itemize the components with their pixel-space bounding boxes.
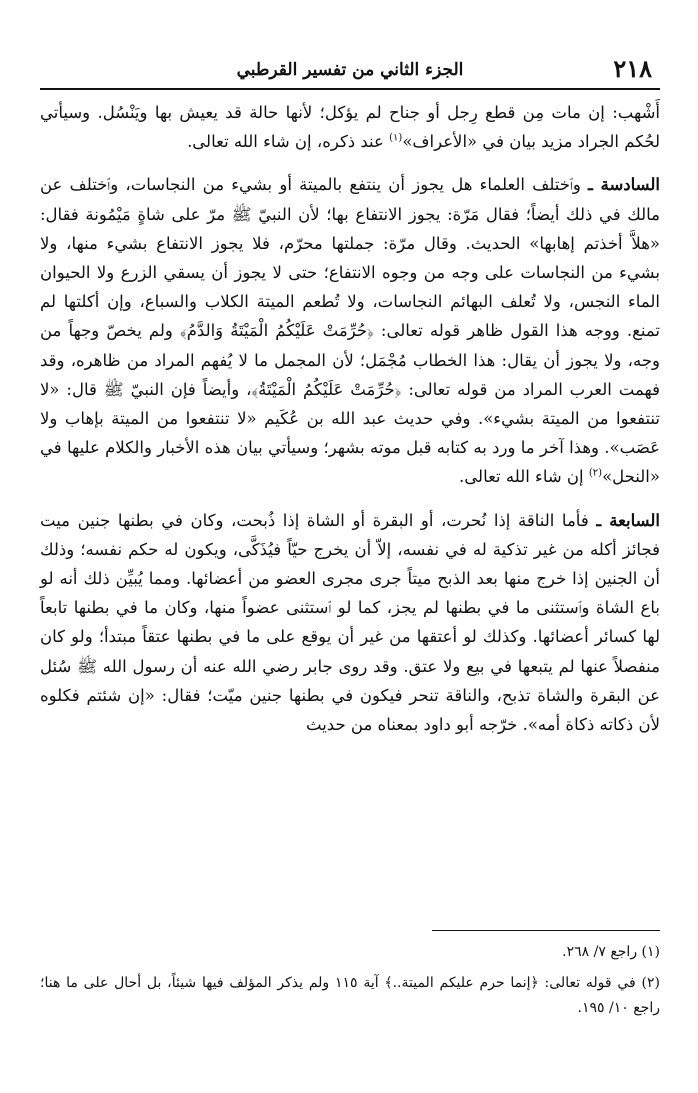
paragraph-1: [40, 98, 660, 156]
section-label-sixth: السادسة ـ: [588, 175, 660, 195]
paragraph-text: فأما الناقة إذا نُحرت، أو البقرة أو الشاة إذا ذُبحت، وكان في بطنها جنين ميت فجائز أكله من غير تذكية له في نفسه، إلاّ أن يخرج حيّاً فيُذَكَّى، ويكون له حكم نفسه؛ وذلك أن الجنين إذا خرج منها بعد الذبح ميتاً جرى مجرى العضو من أعضائها. ومما يُبيِّن ذلك أنه لو باع الشاة وٱستثنى ما في بطنها لم يجز، كما لو ٱستثنى عضواً منها، وكان ما في بطنها تابعاً لها كسائر أعضائها. وكذلك لو أعتقها من غير أن يوقع على ما في بطنها عتقاً مبتدأ؛ ولو كان منفصلاً عنها لم يتبعها في بيع ولا عتق. وقد روى جابر رضي الله عنه أن رسول الله ﷺ سُئل عن البقرة والشاة تذبح، والناقة تنحر فيكون في بطنها جنين ميّت؛ فقال: «إن شئتم فكلوه لأن ذكاته ذكاة أمه». خرّجه أبو داود بمعناه من حديث: [40, 510, 660, 735]
body-text: [40, 98, 660, 739]
paragraph-text: وٱختلف العلماء هل يجوز أن ينتفع بالميتة أو بشيء من النجاسات، وٱختلف عن مالك في ذلك أيضاً؛ فقال مَرّة: يجوز الانتفاع بها؛ لأن النبيّ ﷺ مرّ على شاةٍ مَيْمُونة فقال: «هلاَّ أخذتم إهابها» الحديث. وقال مرّة: جملتها محرّم، فلا يجوز الانتفاع بشيء منها، ولا بشيء من النجاسات على وجه من وجوه الانتفاع؛ حتى لا يجوز أن يسقي الزرع ولا الحيوان الماء النجس، ولا تُعلف البهائم النجاسات، ولا تُطعم الميتة الكلاب والسباع، وإن أكلتها لم تمنع. ووجه هذا القول ظاهر قوله تعالى: ﴿حُرِّمَتْ عَلَيْكُمُ الْمَيْتَةُ وَالدَّمُ﴾ ولم يخصّ وجهاً من وجه، ولا يجوز أن يقال: هذا الخطاب مُجْمَل؛ لأن المجمل ما لا يُفهم المراد من ظاهره، وقد فهمت العرب المراد من قوله تعالى: ﴿حُرِّمَتْ عَلَيْكُمُ الْمَيْتَةُ﴾، وأيضاً فإن النبيّ ﷺ قال: «لا تنتفعوا من الميتة بشيء». وفي حديث عبد الله بن عُكَيم «لا تنتفعوا من الميتة بإهاب ولا عَصَب». وهذا آخر ما ورد به كتابه قبل موته بشهر؛ وسيأتي بيان هذه الأخبار والكلام عليها في «النحل»: [40, 175, 660, 487]
footnote-1: (١) راجع ٧/ ٢٦٨.: [562, 944, 660, 960]
footnotes: [40, 940, 660, 1027]
paragraph-text: أَشْهب: إن مات مِن قطع رِجل أو جناح لم يؤكل؛ لأنها حالة قد يعيش بها ويَنْسُل. وسيأتي لحُكم الجراد مزيد بيان في «الأعراف»: [40, 103, 660, 152]
running-header: [40, 50, 660, 90]
paragraph-tail: إن شاء الله تعالى.: [459, 467, 589, 487]
header-title: الجزء الثاني من تفسير القرطبي: [236, 60, 464, 80]
paragraph-tail: عند ذكره، إن شاء الله تعالى.: [187, 132, 390, 152]
page-number: ٢١٨: [613, 54, 652, 83]
footnote-ref-1: (١): [389, 132, 403, 144]
paragraph-2: [40, 170, 660, 491]
footnote-2: (٢) في قوله تعالى: ﴿إنما حرم عليكم الميتة..﴾ آية ١١٥ ولم يذكر المؤلف فيها شيئاً، بل أحال على ما هنا؛ راجع ١٠/ ١٩٥.: [40, 975, 660, 1016]
footnote-divider: [432, 930, 660, 931]
paragraph-3: [40, 506, 660, 740]
footnote-ref-2: (٢): [588, 467, 603, 479]
section-label-seventh: السابعة ـ: [596, 510, 660, 530]
